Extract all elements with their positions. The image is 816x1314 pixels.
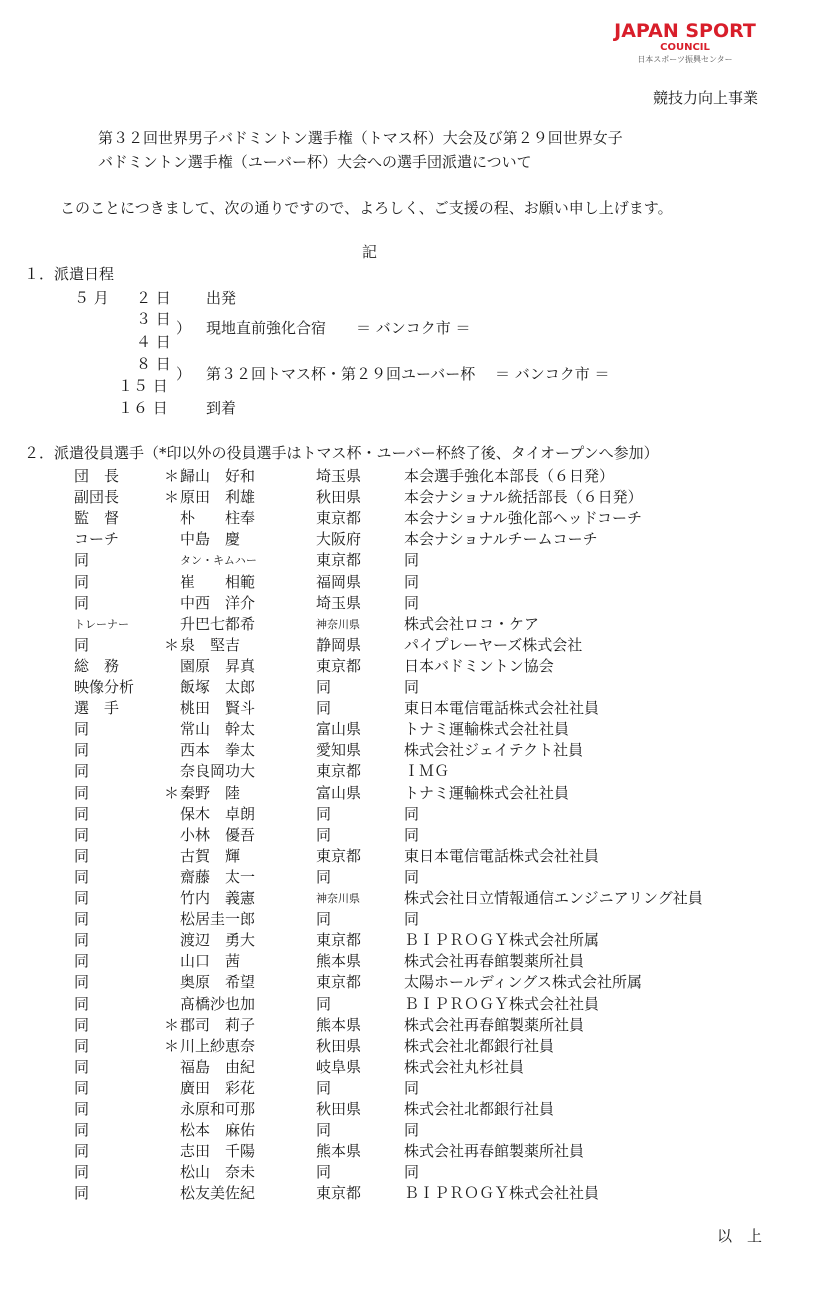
member-role: 同: [74, 572, 90, 591]
member-row: [0, 1099, 816, 1120]
member-prefecture: 同: [316, 867, 332, 886]
member-row: [0, 972, 816, 993]
member-row: [0, 1141, 816, 1162]
member-name: 原田 利雄: [180, 488, 256, 507]
member-row: [0, 677, 816, 698]
member-name: 升巴七都希: [180, 614, 256, 633]
member-prefecture: 埼玉県: [316, 593, 362, 612]
member-role: 同: [74, 1184, 90, 1203]
member-row: [0, 656, 816, 677]
member-row: [0, 740, 816, 761]
member-prefecture: 埼玉県: [316, 467, 362, 485]
member-role: 同: [74, 846, 90, 865]
member-prefecture: 同: [316, 825, 332, 844]
member-row: [0, 846, 816, 867]
member-prefecture: 熊本県: [316, 1015, 362, 1034]
member-name: 川上紗恵奈: [180, 1036, 256, 1055]
member-affiliation: 同: [404, 867, 420, 886]
member-row: [0, 719, 816, 740]
member-name: 志田 千陽: [180, 1142, 256, 1161]
member-prefecture: 熊本県: [316, 1142, 362, 1161]
member-name: 廣田 彩花: [180, 1078, 256, 1097]
member-affiliation: 日本バドミントン協会: [404, 656, 554, 675]
member-role: 監 督: [74, 509, 120, 528]
member-role: 同: [74, 1121, 90, 1140]
member-name: 松山 奈未: [180, 1163, 256, 1182]
member-role: 同: [74, 1163, 90, 1182]
member-affiliation: ＢＩＰＲＯＧＹ株式会社社員: [404, 994, 600, 1013]
schedule-day-4: ４ 日: [136, 333, 171, 351]
member-prefecture: 秋田県: [316, 1100, 362, 1118]
member-row: [0, 614, 816, 635]
logo-jp-text: 日本スポーツ振興センター: [637, 55, 733, 64]
member-row: [0, 804, 816, 825]
schedule-day-16: １６ 日: [118, 399, 168, 417]
member-role: 同: [74, 952, 90, 971]
schedule-day-3: ３ 日: [136, 310, 171, 328]
member-name: 飯塚 太郎: [180, 678, 256, 696]
member-name: 常山 幹太: [180, 720, 256, 739]
member-name: 秦野 陸: [180, 783, 241, 802]
member-role: 同: [74, 867, 90, 886]
member-name: 齋藤 太一: [180, 867, 256, 886]
member-name: 古賀 輝: [180, 846, 241, 865]
member-row: [0, 1036, 816, 1057]
member-prefecture: 秋田県: [316, 488, 362, 507]
member-row: [0, 867, 816, 888]
schedule-paren-2: ）: [176, 365, 192, 383]
member-prefecture: 同: [316, 1078, 332, 1097]
member-name: タン・キムハー: [180, 554, 257, 568]
member-row: [0, 1183, 816, 1204]
member-affiliation: 本会ナショナル統括部長（６日発）: [404, 488, 643, 507]
member-role: 同: [74, 1015, 90, 1034]
member-name: 奈良岡功大: [180, 762, 256, 781]
member-row: [0, 572, 816, 593]
member-prefecture: 同: [316, 678, 332, 696]
member-role: 選 手: [74, 699, 120, 718]
member-name: 朴 柱奉: [180, 509, 256, 528]
intro-text: このことにつきまして、次の通りですので、よろしく、ご支援の程、お願い申し上げます。: [60, 199, 673, 217]
member-affiliation: 東日本電信電話株式会社社員: [404, 846, 600, 865]
member-prefecture: 神奈川県: [316, 892, 360, 905]
member-row: [0, 466, 816, 487]
member-name: 崔 相範: [180, 572, 256, 591]
member-affiliation: 株式会社北都銀行社員: [404, 1100, 555, 1118]
member-prefecture: 富山県: [316, 720, 362, 739]
member-role: 映像分析: [74, 678, 135, 696]
member-name: 西本 拳太: [180, 741, 256, 760]
member-mark: ＊: [164, 488, 180, 507]
schedule-day-15: １５ 日: [118, 377, 168, 395]
member-row: [0, 909, 816, 930]
member-prefecture: 熊本県: [316, 952, 362, 971]
member-affiliation: 同: [404, 825, 420, 844]
member-role: 同: [74, 1078, 90, 1097]
member-role: 同: [74, 973, 90, 992]
member-prefecture: 同: [316, 699, 332, 718]
logo-main-text: JAPAN SPORT: [614, 20, 756, 42]
member-prefecture: 同: [316, 804, 332, 823]
member-name: 松居圭一郎: [180, 910, 256, 929]
schedule-paren-1: ）: [176, 319, 192, 337]
member-prefecture: 愛知県: [316, 741, 362, 760]
member-prefecture: 東京都: [316, 973, 362, 992]
member-role: 総 務: [74, 656, 120, 675]
member-row: [0, 825, 816, 846]
ki-heading: 記: [362, 243, 378, 261]
member-role: 同: [74, 804, 90, 823]
member-affiliation: 同: [404, 551, 420, 570]
member-row: [0, 783, 816, 804]
member-prefecture: 東京都: [316, 509, 362, 528]
member-role: トレーナー: [74, 617, 129, 631]
member-role: 同: [74, 720, 90, 739]
member-role: 副団長: [74, 488, 120, 507]
member-name: 園原 昇真: [180, 656, 256, 675]
member-name: 奥原 希望: [180, 973, 256, 992]
member-prefecture: 富山県: [316, 783, 362, 802]
member-role: 同: [74, 889, 90, 907]
member-prefecture: 静岡県: [316, 635, 362, 654]
member-mark: ＊: [164, 635, 180, 654]
member-role: 同: [74, 762, 90, 781]
member-role: 同: [74, 741, 90, 760]
member-affiliation: 株式会社再春館製薬所社員: [404, 1142, 585, 1161]
member-name: 松友美佐紀: [180, 1184, 256, 1203]
member-row: [0, 888, 816, 909]
member-row: [0, 951, 816, 972]
member-row: [0, 529, 816, 550]
member-row: [0, 930, 816, 951]
member-affiliation: 株式会社再春館製薬所社員: [404, 1015, 585, 1034]
member-affiliation: 株式会社丸杉社員: [404, 1057, 525, 1076]
member-role: 同: [74, 551, 90, 570]
member-name: 渡辺 勇大: [180, 931, 256, 950]
member-role: 同: [74, 783, 90, 802]
schedule-day-2: ２ 日: [136, 289, 171, 307]
member-affiliation: 同: [404, 1121, 420, 1140]
closing-text: 以 上: [716, 1227, 762, 1245]
member-prefecture: 同: [316, 1121, 332, 1140]
member-row: [0, 1057, 816, 1078]
schedule-day-8: ８ 日: [136, 355, 171, 373]
member-prefecture: 神奈川県: [316, 617, 360, 631]
member-row: [0, 994, 816, 1015]
jsc-logo: [610, 20, 760, 65]
member-row: [0, 550, 816, 571]
member-affiliation: 同: [404, 804, 420, 823]
member-affiliation: 東日本電信電話株式会社社員: [404, 699, 600, 718]
member-row: [0, 593, 816, 614]
member-prefecture: 東京都: [316, 931, 362, 950]
member-prefecture: 秋田県: [316, 1036, 362, 1055]
member-affiliation: パイプレーヤーズ株式会社: [404, 635, 583, 654]
member-affiliation: 同: [404, 1078, 420, 1097]
member-role: 団 長: [74, 467, 120, 485]
schedule-tournament: 第３２回トマス杯・第２９回ユーバー杯 ＝ バンコク市 ＝: [206, 365, 610, 383]
member-role: 同: [74, 825, 90, 844]
section-2-heading: ２．派遣役員選手（*印以外の役員選手はトマス杯・ユーバー杯終了後、タイオープンへ参加）: [24, 444, 659, 462]
title-line-2: バドミントン選手権（ユーバー杯）大会への選手団派遣について: [98, 153, 532, 171]
member-affiliation: ＢＩＰＲＯＧＹ株式会社社員: [404, 1184, 600, 1203]
member-affiliation: 株式会社ロコ・ケア: [404, 614, 540, 633]
member-affiliation: トナミ運輸株式会社社員: [404, 720, 570, 739]
member-name: 郡司 莉子: [180, 1015, 256, 1034]
member-prefecture: 大阪府: [316, 530, 362, 549]
member-row: [0, 635, 816, 656]
member-mark: ＊: [164, 467, 180, 485]
member-affiliation: 本会選手強化本部長（６日発）: [404, 467, 615, 485]
member-row: [0, 698, 816, 719]
schedule-camp: 現地直前強化合宿 ＝ バンコク市 ＝: [206, 319, 471, 337]
member-affiliation: トナミ運輸株式会社社員: [404, 783, 570, 802]
member-mark: ＊: [164, 1036, 180, 1055]
member-name: 歸山 好和: [180, 467, 256, 485]
member-name: 保木 卓朗: [180, 804, 256, 823]
member-affiliation: 同: [404, 910, 420, 929]
member-row: [0, 1120, 816, 1141]
logo-sub-text: COUNCIL: [660, 42, 710, 53]
member-prefecture: 東京都: [316, 656, 362, 675]
member-affiliation: 同: [404, 572, 420, 591]
member-role: 同: [74, 931, 90, 950]
member-row: [0, 1078, 816, 1099]
member-affiliation: 同: [404, 593, 420, 612]
member-name: 松本 麻佑: [180, 1121, 256, 1140]
member-name: 中島 慶: [180, 530, 241, 549]
member-affiliation: 同: [404, 1163, 420, 1182]
member-prefecture: 福岡県: [316, 572, 362, 591]
member-affiliation: 本会ナショナルチームコーチ: [404, 530, 598, 549]
member-affiliation: ＢＩＰＲＯＧＹ株式会社所属: [404, 931, 600, 950]
member-role: 同: [74, 1036, 90, 1055]
member-role: 同: [74, 910, 90, 929]
member-name: 山口 茜: [180, 952, 241, 971]
member-prefecture: 同: [316, 1163, 332, 1182]
member-name: 永原和可那: [180, 1100, 256, 1118]
section-1-heading: １．派遣日程: [24, 265, 115, 283]
member-affiliation: ＩＭＧ: [404, 762, 450, 781]
member-name: 髙橋沙也加: [180, 994, 256, 1013]
member-role: 同: [74, 635, 90, 654]
member-mark: ＊: [164, 783, 180, 802]
member-name: 竹内 義憲: [180, 889, 256, 907]
member-mark: ＊: [164, 1015, 180, 1034]
schedule-arrive: 到着: [206, 399, 237, 417]
member-prefecture: 東京都: [316, 551, 362, 570]
member-role: 同: [74, 593, 90, 612]
member-role: 同: [74, 1057, 90, 1076]
member-row: [0, 1015, 816, 1036]
member-affiliation: 同: [404, 678, 420, 696]
member-row: [0, 761, 816, 782]
member-name: 福島 由紀: [180, 1057, 256, 1076]
member-role: 同: [74, 994, 90, 1013]
member-row: [0, 487, 816, 508]
member-role: 同: [74, 1142, 90, 1161]
member-name: 桃田 賢斗: [180, 699, 256, 718]
member-affiliation: 株式会社再春館製薬所社員: [404, 952, 585, 971]
member-prefecture: 東京都: [316, 762, 362, 781]
member-affiliation: 株式会社北都銀行社員: [404, 1036, 555, 1055]
member-role: 同: [74, 1100, 90, 1118]
title-line-1: 第３２回世界男子バドミントン選手権（トマス杯）大会及び第２９回世界女子: [98, 129, 623, 147]
member-affiliation: 株式会社日立情報通信エンジニアリング社員: [404, 889, 703, 907]
member-prefecture: 東京都: [316, 1184, 362, 1203]
member-name: 小林 優吾: [180, 825, 256, 844]
member-prefecture: 岐阜県: [316, 1057, 362, 1076]
member-row: [0, 508, 816, 529]
member-name: 中西 洋介: [180, 593, 256, 612]
member-prefecture: 東京都: [316, 846, 362, 865]
member-affiliation: 株式会社ジェイテクト社員: [404, 741, 584, 760]
schedule-month: ５ 月: [74, 289, 109, 307]
schedule-depart: 出発: [206, 289, 237, 307]
member-name: 泉 堅吉: [180, 635, 241, 654]
member-row: [0, 1162, 816, 1183]
member-prefecture: 同: [316, 910, 332, 929]
member-role: コーチ: [74, 530, 120, 549]
member-affiliation: 本会ナショナル強化部ヘッドコーチ: [404, 509, 643, 528]
member-affiliation: 太陽ホールディングス株式会社所属: [404, 973, 643, 992]
department-label: 競技力向上事業: [652, 89, 758, 107]
member-prefecture: 同: [316, 994, 332, 1013]
